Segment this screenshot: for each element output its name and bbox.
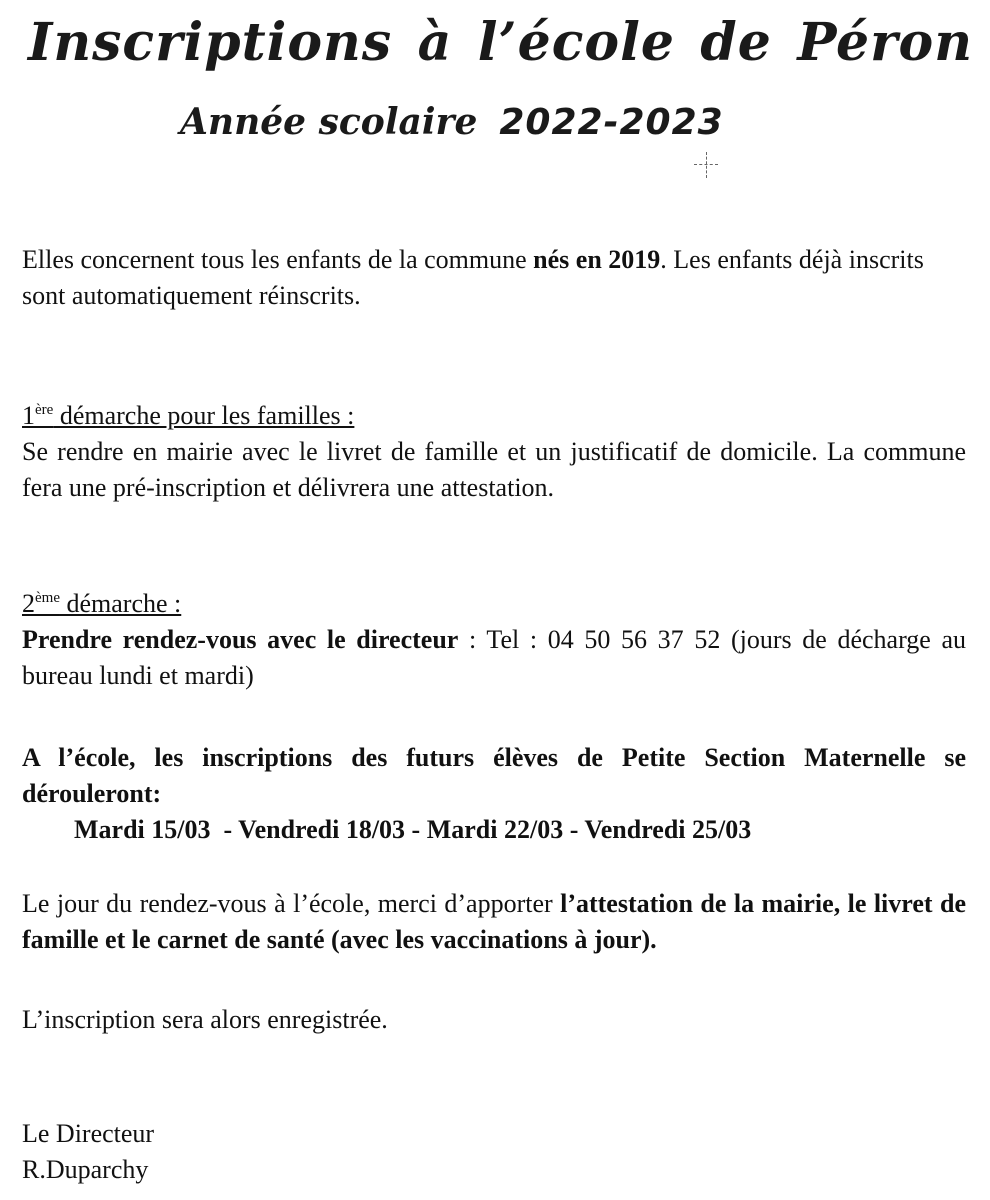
signature-name: R.Duparchy [22,1155,149,1184]
intro-paragraph [22,242,966,314]
appointment-paragraph [22,886,966,958]
step2-superscript: ème [35,590,60,606]
enrollment-dates: Mardi 15/03 - Vendredi 18/03 - Mardi 22/03 - Vendredi 25/03 [74,815,752,844]
step2-heading-text [22,589,181,618]
step1-heading [22,398,966,434]
step1-body: Se rendre en mairie avec le livret de famille et un justificatif de domicile. La commune fera une pré-inscription et délivrera une attestation. [22,437,966,502]
document-title: Inscriptions à l’école de Péron [28,12,973,73]
step2-heading [22,586,966,622]
intro-text-end: . Les enfants déjà inscrits sont automatiquement réinscrits. [22,245,924,310]
step1-number: 1 [22,401,35,430]
school-year: 2022-2023 [499,102,724,143]
school-year-label: Année scolaire [180,101,478,143]
intro-text: Elles concernent tous les enfants de la commune [22,245,534,274]
step1-heading-text [22,401,354,430]
step2-heading-label: démarche : [59,589,182,618]
step1-superscript: ère [35,402,54,418]
crosshair-mark-icon [694,152,718,178]
closing-line: L’inscription sera alors enregistrée. [22,1005,388,1034]
intro-birth-year: nés en 2019 [533,245,661,274]
step2-appointment-text: Prendre rendez-vous avec le directeur [22,625,459,654]
step2-phone-text: : Tel : 04 50 56 37 52 (jours de décharge au bureau lundi et mardi) [22,625,966,690]
appointment-documents: l’attestation de la mairie, le livret de famille et le carnet de santé (avec les vaccinations à jour). [22,889,966,954]
step1-heading-label: démarche pour les familles : [53,401,355,430]
step2-number: 2 [22,589,35,618]
school-enrollment-paragraph: A l’école, les inscriptions des futurs élèves de Petite Section Maternelle se dérouleront: [22,743,966,808]
step2-body [22,622,966,694]
appointment-text: Le jour du rendez-vous à l’école, merci d’apporter [22,889,561,918]
signature-role: Le Directeur [22,1119,155,1148]
document-subtitle [180,96,724,149]
